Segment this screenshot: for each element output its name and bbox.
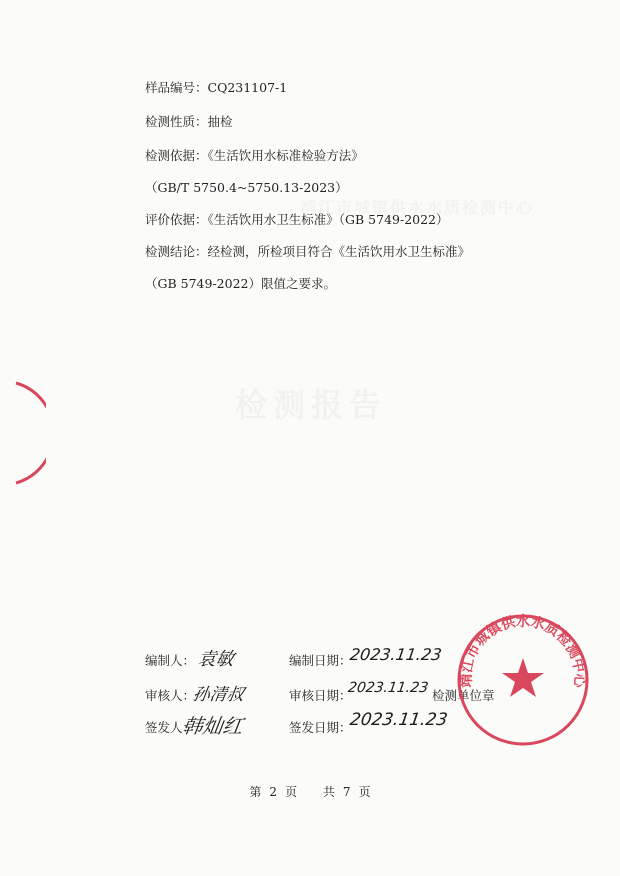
official-seal-icon	[453, 610, 593, 750]
issued-date-label: 签发日期：	[289, 720, 352, 735]
prepared-date: 2023.11.23	[348, 645, 443, 664]
footer-page-number: 2	[269, 785, 278, 799]
issued-label: 签发人：	[145, 720, 196, 735]
page-footer	[0, 783, 620, 800]
reviewed-signature: 孙清叔	[191, 685, 246, 705]
watermark-org: 靖江市城镇供水水质检测中心	[300, 198, 535, 217]
prepared-date-label: 编制日期：	[289, 653, 352, 668]
footer-total-suffix: 页	[358, 785, 371, 799]
field-value: CQ231107-1	[207, 80, 288, 95]
field-label: 检测结论：	[145, 244, 208, 259]
footer-page-suffix: 页	[285, 785, 298, 799]
field-value: 《生活饮用水标准检验方法》	[207, 148, 364, 163]
field-value: 经检测，所检项目符合《生活饮用水卫生标准》	[207, 244, 471, 259]
field-value: （GB 5749-2022）限值之要求。	[145, 276, 336, 291]
reviewed-date: 2023.11.23	[346, 680, 430, 696]
field-value: （GB/T 5750.4~5750.13-2023）	[145, 180, 348, 195]
field-label: 检测依据：	[145, 148, 208, 163]
field-label: 评价依据：	[145, 212, 208, 227]
footer-total-pages: 7	[342, 785, 351, 799]
prepared-label: 编制人：	[145, 653, 196, 668]
field-sample-id	[145, 78, 287, 96]
watermark-title: 检测报告	[235, 386, 388, 424]
field-test-basis-cont	[145, 178, 348, 196]
reviewed-date-label: 审核日期：	[289, 688, 352, 703]
reviewed-label: 审核人：	[145, 688, 196, 703]
seal-star-icon	[502, 658, 544, 697]
unit-stamp-label: 检测单位章	[432, 688, 495, 703]
field-conclusion	[145, 242, 470, 260]
field-conclusion-cont	[145, 274, 336, 292]
field-label: 检测性质：	[145, 114, 208, 129]
issued-date: 2023.11.23	[348, 710, 449, 730]
footer-prefix: 第	[249, 785, 262, 799]
partial-seal-icon	[0, 378, 46, 488]
seal-text: 靖江市城镇供水水质检测中心	[458, 613, 588, 688]
field-label: 样品编号：	[145, 80, 208, 95]
partial-seal-ring	[16, 383, 46, 483]
field-test-basis	[145, 146, 364, 164]
field-value: 《生活饮用水卫生标准》（GB 5749-2022）	[207, 212, 449, 227]
field-test-type	[145, 112, 233, 130]
field-value: 抽检	[207, 114, 233, 129]
field-eval-basis	[145, 210, 449, 228]
issued-signature: 韩灿红	[181, 714, 245, 738]
footer-total-prefix: 共	[322, 785, 335, 799]
prepared-signature: 袁敏	[196, 649, 236, 670]
